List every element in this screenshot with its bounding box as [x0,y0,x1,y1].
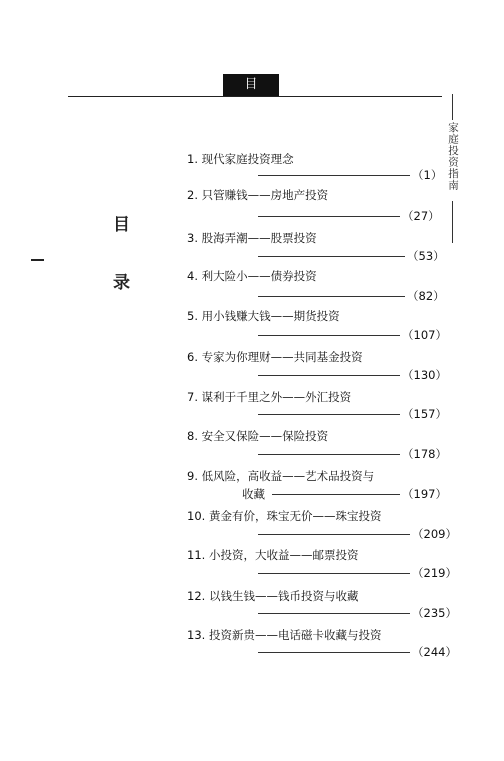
toc-entry-title[interactable]: 8. 安全又保险——保险投资 [187,429,329,443]
toc-entry-title[interactable]: 3. 股海弄潮——股票投资 [187,231,317,245]
toc-page-number: （235） [412,606,457,620]
side-rule-bottom [452,201,453,243]
toc-leader-line [258,613,410,614]
toc-page-number: （130） [402,368,447,382]
toc-page-number: （178） [402,447,447,461]
toc-leader-line [258,335,400,336]
toc-entry-title[interactable]: 10. 黄金有价，珠宝无价——珠宝投资 [187,509,382,523]
toc-page-number: （53） [407,249,445,263]
side-title-char-1: 目 [113,215,130,235]
toc-leader-line [258,652,410,653]
toc-entry-title[interactable]: 7. 谋利于千里之外——外汇投资 [187,390,352,404]
toc-entry-title[interactable]: 5. 用小钱赚大钱——期货投资 [187,309,340,323]
toc-leader-line [258,175,410,176]
toc-leader-line [258,414,400,415]
toc-entry-title[interactable]: 1. 现代家庭投资理念 [187,152,294,166]
toc-entry-title[interactable]: 11. 小投资，大收益——邮票投资 [187,548,359,562]
toc-leader-line [258,573,410,574]
toc-leader-line [258,454,400,455]
toc-entry-title[interactable]: 4. 利大险小——债券投资 [187,269,317,283]
side-title-char-2: 录 [113,273,130,293]
toc-page-number: （107） [402,328,447,342]
toc-entry-title[interactable]: 12. 以钱生钱——钱币投资与收藏 [187,589,359,603]
contents-header: 目 录 [223,74,279,96]
toc-page-number: （219） [412,566,457,580]
toc-page-number: （27） [402,209,440,223]
toc-leader-line [258,534,410,535]
toc-page-number: （244） [412,645,457,659]
toc-page-number: （197） [402,487,447,501]
toc-leader-line [258,256,405,257]
toc-page-number: （209） [412,527,457,541]
toc-entry-title[interactable]: 2. 只管赚钱——房地产投资 [187,188,329,202]
side-rule-top [452,94,453,120]
toc-leader-line [258,216,400,217]
toc-leader-line [258,375,400,376]
book-title-vertical: 家庭投资指南 [447,122,459,191]
margin-dash [31,259,44,261]
toc-entry-title[interactable]: 6. 专家为你理财——共同基金投资 [187,350,363,364]
toc-page-number: （82） [407,289,445,303]
toc-page-number: （1） [412,168,443,182]
toc-page-number: （157） [402,407,447,421]
toc-entry-title[interactable]: 13. 投资新贵——电话磁卡收藏与投资 [187,628,382,642]
toc-entry-title-continued[interactable]: 收藏 [242,487,265,501]
toc-leader-line [272,494,400,495]
toc-entry-title[interactable]: 9. 低风险，高收益——艺术品投资与 [187,469,375,483]
toc-leader-line [258,296,405,297]
